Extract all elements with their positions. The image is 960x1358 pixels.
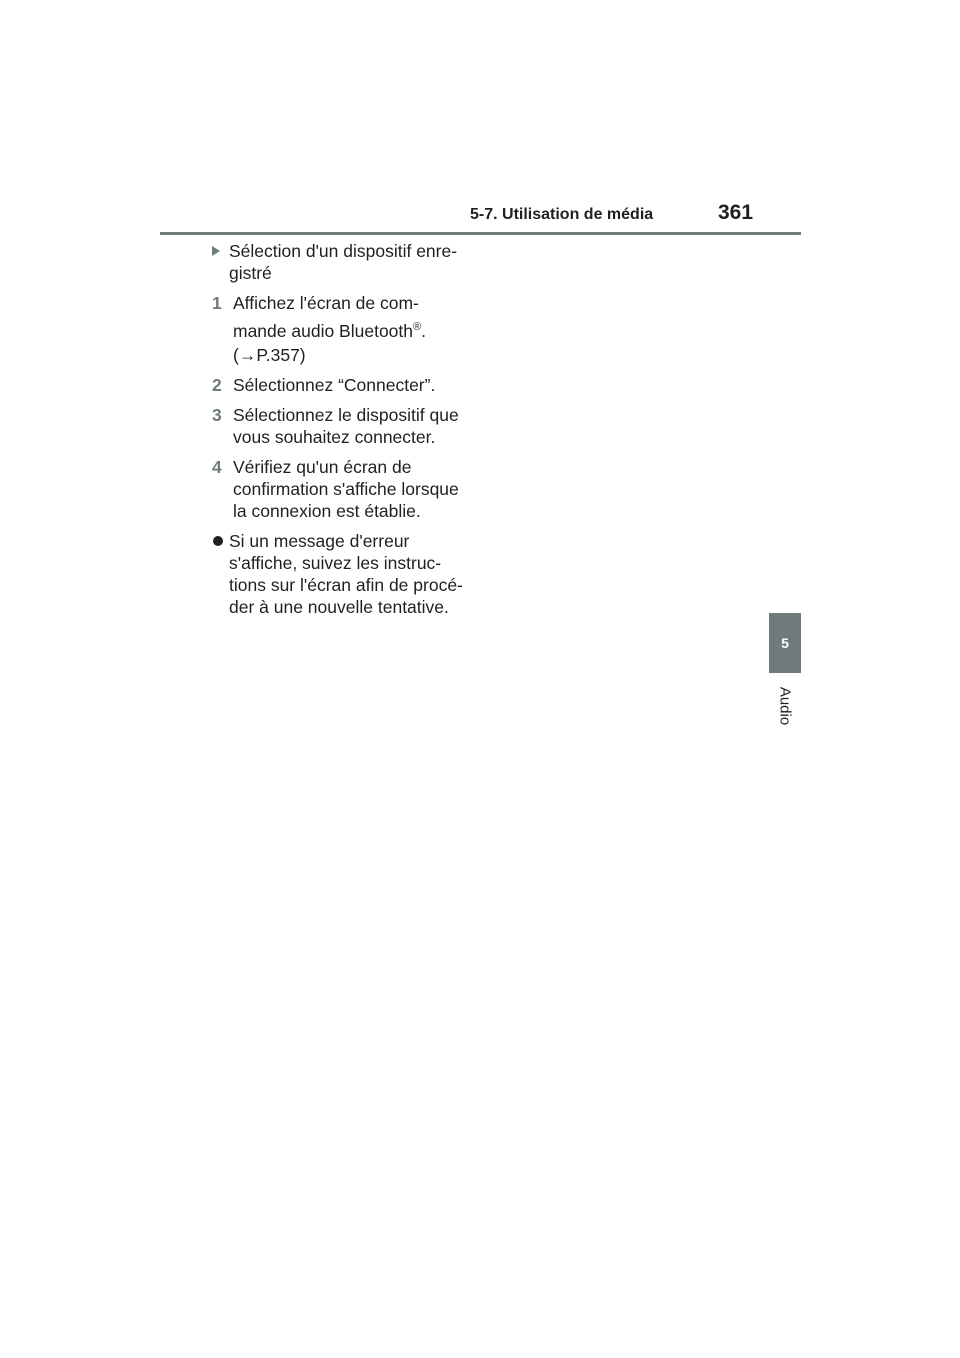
step-4 xyxy=(212,456,482,522)
step-2-text: Sélectionnez “Connecter”. xyxy=(233,375,436,395)
step-1-line-1: Affichez l'écran de com- xyxy=(233,293,419,313)
step-4-line-3: la connexion est établie. xyxy=(233,501,421,521)
step-number: 3 xyxy=(212,405,222,425)
chapter-label: Audio xyxy=(776,686,794,726)
step-2 xyxy=(212,374,482,396)
error-note xyxy=(212,530,482,618)
step-1-line-2: mande audio Bluetooth xyxy=(233,321,413,341)
page-reference-link[interactable]: P.357) xyxy=(256,345,306,365)
triangle-marker-icon xyxy=(212,246,220,256)
chapter-number: 5 xyxy=(781,635,789,651)
section-title: 5-7. Utilisation de média xyxy=(470,206,654,223)
open-paren: ( xyxy=(233,345,239,365)
note-line-1: Si un message d'erreur xyxy=(229,531,410,551)
subheading-line-1: Sélection d'un dispositif enre- xyxy=(229,241,458,261)
step-1 xyxy=(212,292,482,366)
step-3 xyxy=(212,404,482,448)
page-number: 361 xyxy=(718,201,754,224)
subheading-line-2: gistré xyxy=(229,263,272,283)
step-4-line-2: confirmation s'affiche lorsque xyxy=(233,479,459,499)
step-number: 4 xyxy=(212,457,222,477)
registered-mark: ® xyxy=(413,321,422,334)
header-divider xyxy=(160,232,801,235)
chapter-tab xyxy=(769,613,801,673)
step-number: 1 xyxy=(212,293,222,313)
right-arrow-icon: → xyxy=(238,345,257,365)
bullet-dot-icon xyxy=(213,536,223,546)
note-line-2: s'affiche, suivez les instruc- xyxy=(229,553,442,573)
procedure-subheading xyxy=(212,240,482,284)
note-line-4: der à une nouvelle tentative. xyxy=(229,597,449,617)
note-line-3: tions sur l'écran afin de procé- xyxy=(229,575,463,595)
step-number: 2 xyxy=(212,375,222,395)
step-3-line-2: vous souhaitez connecter. xyxy=(233,427,436,447)
step-3-line-1: Sélectionnez le dispositif que xyxy=(233,405,459,425)
page-content xyxy=(212,240,482,618)
step-4-line-1: Vérifiez qu'un écran de xyxy=(233,457,412,477)
step-1-period: . xyxy=(421,321,426,341)
